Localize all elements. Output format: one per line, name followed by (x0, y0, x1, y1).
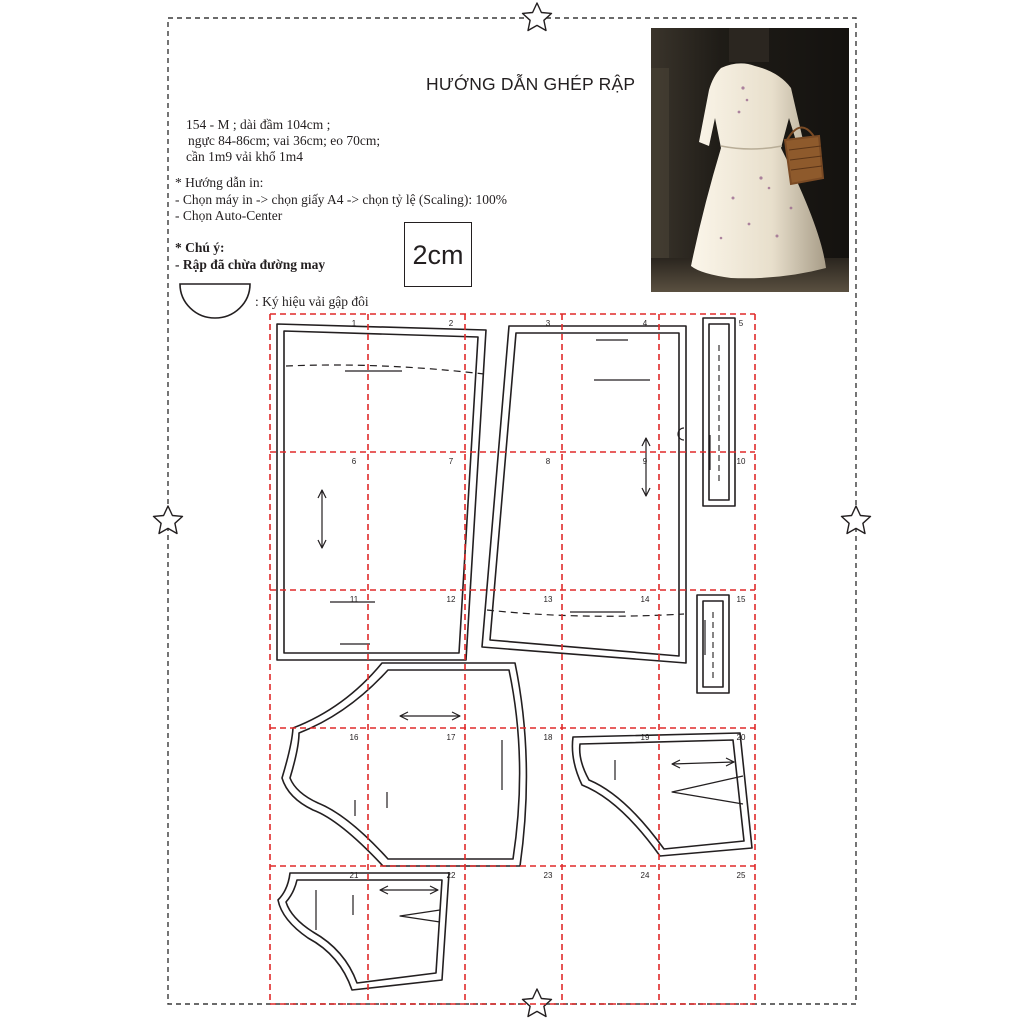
tile-grid (270, 314, 755, 1004)
print-guide-step-2: - Chọn Auto-Center (175, 208, 283, 223)
print-guide-step-1: - Chọn máy in -> chọn giấy A4 -> chọn tỷ lệ (Scaling): 100% (175, 192, 508, 207)
page-title: HƯỚNG DẪN GHÉP RẬP (426, 74, 636, 94)
tile-number: 1 (351, 319, 357, 328)
star-outline-icon (523, 3, 552, 31)
dress-photo (651, 28, 849, 292)
spec-fabric: cần 1m9 vải khổ 1m4 (186, 149, 303, 164)
tile-number: 18 (543, 733, 553, 742)
tile-number: 25 (736, 871, 746, 880)
pattern-piece-bodice-back (278, 873, 449, 990)
tile-number: 23 (543, 871, 553, 880)
tile-number: 24 (640, 871, 650, 880)
tile-number: 16 (349, 733, 359, 742)
pattern-piece-waistband-1 (703, 318, 735, 506)
tile-number: 15 (736, 595, 746, 604)
star-outline-icon (523, 989, 552, 1017)
pattern-piece-sleeve (282, 663, 526, 866)
tile-number: 21 (349, 871, 359, 880)
spec-measurements: ngực 84-86cm; vai 36cm; eo 70cm; (188, 133, 381, 148)
pattern-pieces (277, 318, 752, 990)
print-guide-heading: * Hướng dẫn in: (175, 175, 264, 190)
tile-number: 8 (545, 457, 551, 466)
tile-number: 6 (351, 457, 357, 466)
tile-number: 2 (448, 319, 454, 328)
pattern-piece-skirt-front (277, 324, 486, 660)
tile-number: 14 (640, 595, 650, 604)
pattern-micro-labels (316, 340, 710, 930)
note-heading: * Chú ý: (175, 240, 225, 255)
tile-number: 9 (642, 457, 648, 466)
half-circle-fold-icon (180, 284, 250, 318)
pattern-piece-waistband-2 (697, 595, 729, 693)
tile-number: 10 (736, 457, 746, 466)
tile-number: 22 (446, 871, 456, 880)
tile-number: 11 (349, 595, 359, 604)
tile-number: 4 (642, 319, 648, 328)
note-text: - Rập đã chừa đường may (175, 257, 326, 272)
tile-number: 20 (736, 733, 746, 742)
fold-symbol-label: : Ký hiệu vải gập đôi (255, 294, 369, 309)
tile-number: 12 (446, 595, 456, 604)
pattern-piece-bodice-front (572, 733, 752, 856)
tile-number: 5 (738, 319, 744, 328)
tile-number: 3 (545, 319, 551, 328)
spec-size-length: 154 - M ; dài đầm 104cm ; (186, 117, 331, 132)
tile-number: 13 (543, 595, 553, 604)
scale-reference-box: 2cm (404, 222, 472, 287)
tile-number: 19 (640, 733, 650, 742)
tile-number: 7 (448, 457, 454, 466)
tile-number: 17 (446, 733, 456, 742)
